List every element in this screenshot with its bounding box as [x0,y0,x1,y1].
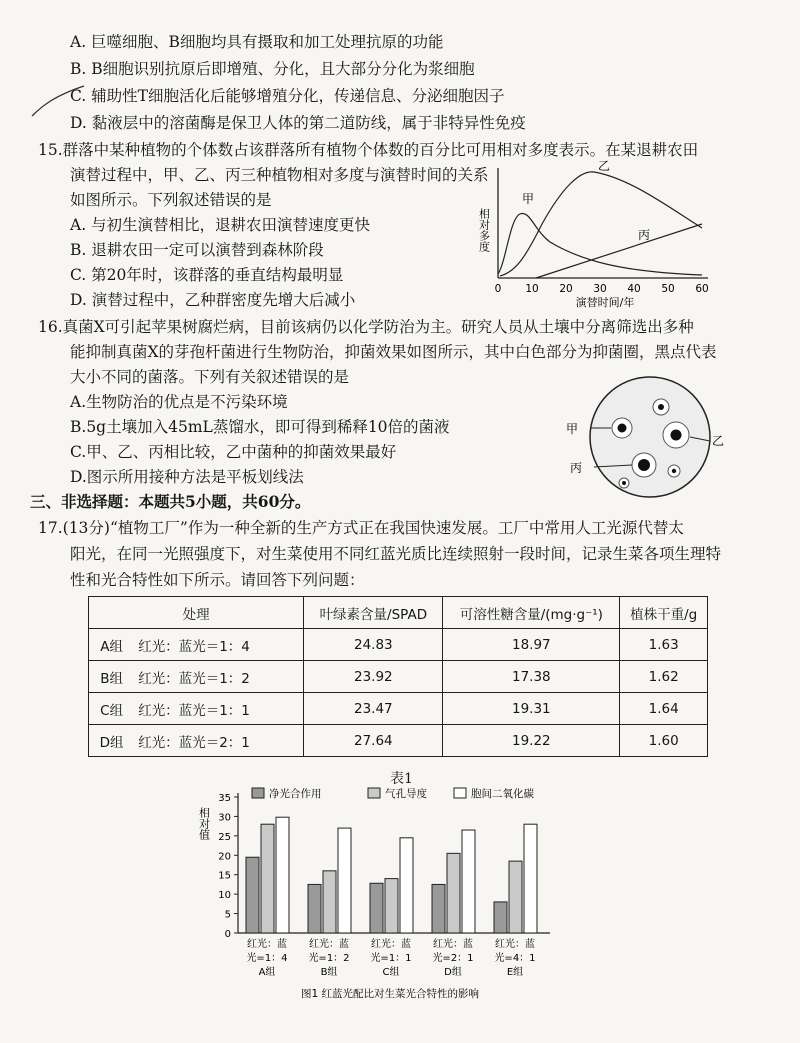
chart-category-label: 红光：蓝 [247,939,287,950]
cell-dry-weight: 1.64 [620,693,708,725]
cell-ratio: 红光：蓝光＝1：2 [134,661,304,693]
table-body [89,629,708,757]
fig15-curve-jia [498,213,702,275]
header-chlorophyll: 叶绿素含量/SPAD [304,597,443,629]
q14-option-a: A. 巨噬细胞、B细胞均具有摄取和加工处理抗原的功能 [70,33,444,51]
chart-bar [261,824,274,933]
chart-category-label: E组 [506,967,524,978]
cell-ratio: 红光：蓝光＝2：1 [134,725,304,757]
q15-stem-line1: 15.群落中某种植物的个体数占该群落所有植物个体数的百分比可用相对多度表示。在某退耕农田 [38,141,699,159]
photosynthesis-bar-chart [197,785,580,1020]
colony-yi-dot [671,430,682,441]
table-row [89,693,708,725]
chart-category-label: B组 [320,967,338,978]
chart-category-label: 红光：蓝 [495,939,535,950]
chart-bar [432,884,445,933]
q15-stem-line2: 演替过程中，甲、乙、丙三种植物相对多度与演替时间的关系 [70,166,489,184]
cell-sugar: 18.97 [443,629,620,661]
chart-y-tick-label: 15 [218,870,231,882]
cell-group: A组 [89,629,135,661]
chart-bar [370,883,383,933]
chart-bar [308,884,321,933]
q17-stem-line1: 17.(13分)“植物工厂”作为一种全新的生产方式正在我国快速发展。工厂中常用人工光源代替太 [38,519,684,537]
chart-category-label: 红光：蓝 [371,939,411,950]
chart-bar [246,857,259,933]
q14-option-b: B. B细胞识别抗原后即增殖、分化，且大部分分化为浆细胞 [70,60,475,78]
q16-stem-line3: 大小不同的菌落。下列有关叙述错误的是 [70,368,350,386]
q17-stem-line2: 阳光，在同一光照强度下，对生菜使用不同红蓝光质比连续照射一段时间，记录生菜各项生理特 [70,545,722,563]
colony-bing-dot [638,459,650,471]
fig15-x-tick: 60 [695,283,709,295]
cell-sugar: 19.31 [443,693,620,725]
cell-group: D组 [89,725,135,757]
header-sugar: 可溶性糖含量/(mg·g⁻¹) [443,597,620,629]
q16-option-d: D.图示所用接种方法是平板划线法 [70,468,304,486]
chart-bar [494,902,507,933]
chart-category-label: 光=1：4 [246,953,288,964]
chart-y-tick-label: 35 [218,793,231,804]
q16-option-a: A.生物防治的优点是不污染环境 [70,393,288,411]
chart-category-label: C组 [382,967,400,978]
colony-jia-dot [618,424,627,433]
chart-bar [385,879,398,933]
chart-bar [323,871,336,933]
cell-ratio: 红光：蓝光＝1：4 [134,629,304,661]
label-yi: 乙 [712,434,725,448]
fig15-label-bing: 丙 [638,228,651,242]
chart-y-tick-label: 0 [224,929,231,940]
cell-chlorophyll: 27.64 [304,725,443,757]
legend-swatch [368,788,380,798]
chart-y-tick-label: 10 [218,890,231,902]
q15-option-d: D. 演替过程中，乙种群密度先增大后减小 [70,291,356,309]
table-caption: 表1 [390,771,413,787]
chart-category-label: 光=4：1 [494,953,536,964]
chart-category-label: 光=1：1 [370,953,412,964]
cell-chlorophyll: 24.83 [304,629,443,661]
cell-dry-weight: 1.62 [620,661,708,693]
fig15-xlabel: 演替时间/年 [575,296,635,309]
cell-chlorophyll: 23.47 [304,693,443,725]
header-treatment: 处理 [89,597,304,629]
chart-bar [338,828,351,933]
legend-label: 净光合作用 [269,788,322,800]
cell-dry-weight: 1.60 [620,725,708,757]
fig15-label-yi: 乙 [598,159,611,173]
chart-bar [509,861,522,933]
cell-group: B组 [89,661,135,693]
chart-bar [462,830,475,933]
header-dry-weight: 植株干重/g [620,597,708,629]
table-row [89,661,708,693]
fig15-x-tick: 50 [661,283,675,295]
q14-option-c: C. 辅助性T细胞活化后能够增殖分化，传递信息、分泌细胞因子 [70,87,505,105]
petri-dish-figure [560,375,730,505]
chart-category-label: 红光：蓝 [433,939,473,950]
colony-small-top-dot [658,404,664,410]
chart-bar [447,853,460,933]
chart-bar [276,817,289,933]
chart-bars [246,817,537,933]
cell-ratio: 红光：蓝光＝1：1 [134,693,304,725]
legend-label: 气孔导度 [385,788,427,800]
q15-option-c: C. 第20年时，该群落的垂直结构最明显 [70,266,344,284]
fig15-x-tick: 40 [627,283,641,295]
cell-chlorophyll: 23.92 [304,661,443,693]
fig15-x-tick: 0 [494,283,502,295]
fig15-curve-bing [536,224,702,278]
q17-stem-line3: 性和光合特性如下所示。请回答下列问题： [70,571,365,589]
chart-y-tick-label: 20 [218,851,231,863]
cell-group: C组 [89,693,135,725]
fig15-x-ticks [495,283,709,295]
table-row [89,629,708,661]
chart-ylabel: 相对值 [197,807,211,840]
section-3-heading: 三、非选择题：本题共5小题，共60分。 [30,492,311,511]
chart-caption: 图1 红蓝光配比对生菜光合特性的影响 [300,988,480,1000]
q15-option-a: A. 与初生演替相比，退耕农田演替速度更快 [70,216,371,234]
colony-small-bottom-dot [622,481,626,485]
q16-stem-line1: 16.真菌X可引起苹果树腐烂病，目前该病仍以化学防治为主。研究人员从土壤中分离筛选出多种 [38,318,694,336]
succession-line-chart [470,160,720,310]
cell-sugar: 17.38 [443,661,620,693]
chart-bar [524,824,537,933]
table-header-row [89,597,708,629]
chart-bar [400,838,413,933]
chart-category-label: 光=1：2 [308,953,350,964]
chart-y-tick-label: 5 [224,909,231,921]
fig15-label-jia: 甲 [522,192,535,206]
label-bing: 丙 [570,461,583,475]
legend-swatch [454,788,466,798]
chart-category-label: 红光：蓝 [309,939,349,950]
q15-stem-line3: 如图所示。下列叙述错误的是 [70,191,272,209]
chart-category-label: 光=2：1 [432,953,474,964]
table-1 [88,596,708,757]
q16-option-c: C.甲、乙、丙相比较，乙中菌种的抑菌效果最好 [70,443,397,461]
legend-swatch [252,788,264,798]
fig15-x-tick: 30 [593,283,607,295]
q14-option-d: D. 黏液层中的溶菌酶是保卫人体的第二道防线，属于非特异性免疫 [70,114,526,132]
q16-option-b: B.5g土壤加入45mL蒸馏水，即可得到稀释10倍的菌液 [70,418,450,436]
chart-y-tick-label: 30 [218,812,231,824]
chart-categories [246,937,535,978]
chart-category-label: D组 [444,967,462,978]
table-row [89,725,708,757]
chart-y-tick-label: 25 [218,831,231,843]
chart-category-label: A组 [258,967,276,978]
fig15-x-tick: 10 [525,283,539,295]
fig15-ylabel: 相对多度 [477,208,491,252]
fig15-x-tick: 20 [559,283,573,295]
cell-dry-weight: 1.63 [620,629,708,661]
chart-y-ticks [218,793,238,940]
colony-small-right-dot [672,469,676,473]
q16-stem-line2: 能抑制真菌X的芽孢杆菌进行生物防治，抑菌效果如图所示，其中白色部分为抑菌圈，黑点代表 [70,343,717,361]
cell-sugar: 19.22 [443,725,620,757]
legend-label: 胞间二氧化碳 [471,788,534,800]
label-jia: 甲 [566,422,579,436]
chart-legend [252,787,534,800]
q15-option-b: B. 退耕农田一定可以演替到森林阶段 [70,241,324,259]
fig15-curve-yi [500,172,702,276]
